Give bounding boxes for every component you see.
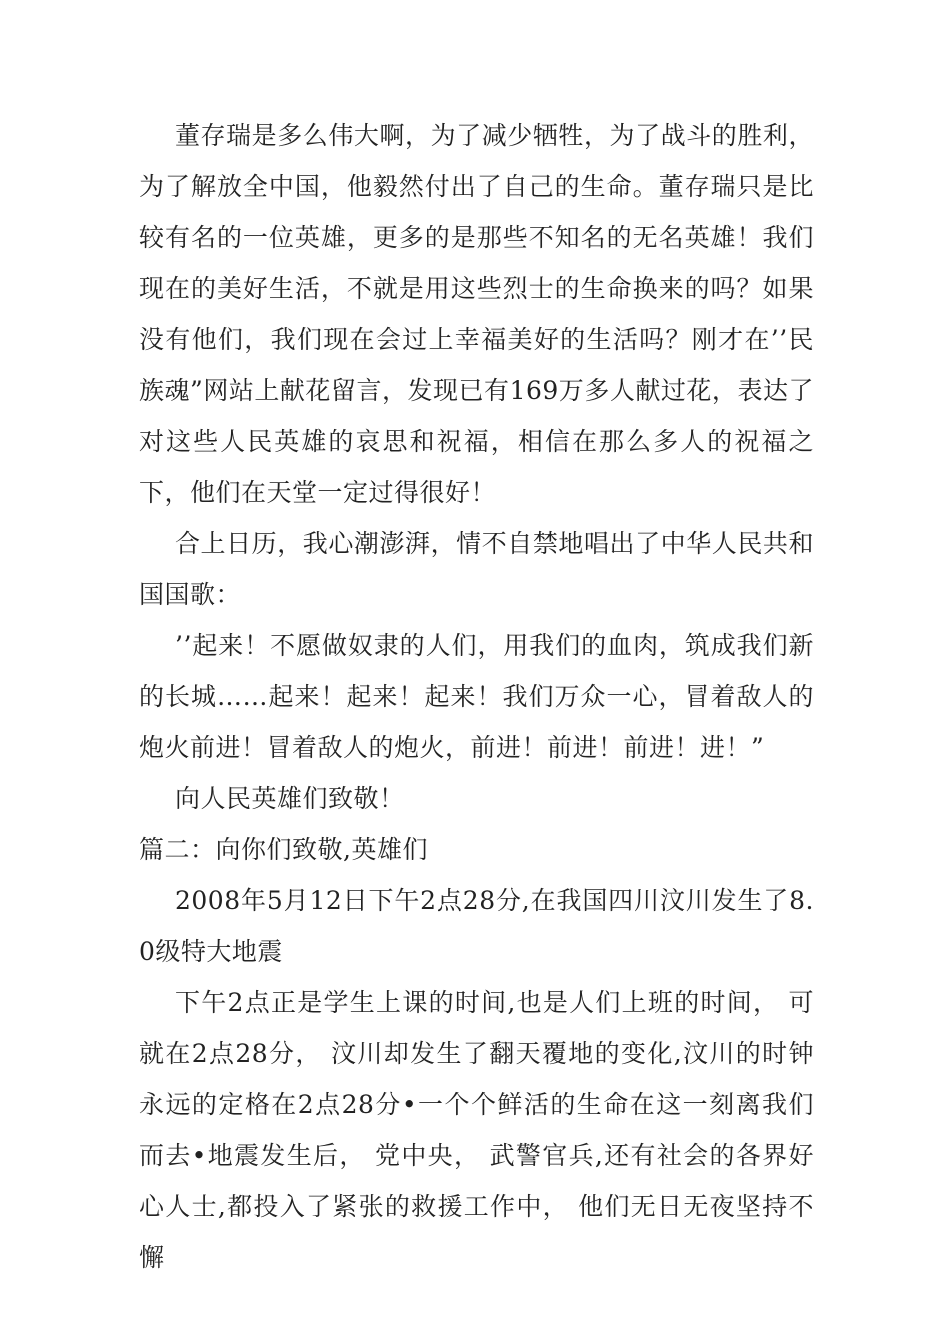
paragraph-salute-heroes: 向人民英雄们致敬！ bbox=[175, 784, 405, 813]
document-body bbox=[139, 110, 814, 1283]
section-heading: 篇二：向你们致敬,英雄们 bbox=[139, 835, 428, 864]
paragraph-earthquake-rescue: 下午2点正是学生上课的时间,也是人们上班的时间， 可就在2点28分， 汶川却发生了翻天覆地的变化,汶川的时钟永远的定格在2点28分•一个个鲜活的生命在这一刻离我们而去•地震发生后， 党中央， 武警官兵,还有社会的各界好心人士,都投入了紧张的救援工作中， 他们无日无夜坚持不懈 bbox=[139, 988, 814, 1272]
paragraph-dong-cunrui: 董存瑞是多么伟大啊，为了减少牺牲，为了战斗的胜利，为了解放全中国，他毅然付出了自己的生命。董存瑞只是比较有名的一位英雄，更多的是那些不知名的无名英雄！我们现在的美好生活，不就是用这些烈士的生命换来的吗？如果没有他们，我们现在会过上幸福美好的生活吗？刚才在’’民族魂”网站上献花留言，发现已有169万多人献过花，表达了对这些人民英雄的哀思和祝福，相信在那么多人的祝福之下，他们在天堂一定过得很好！ bbox=[139, 121, 814, 507]
paragraph-earthquake-date: 2008年5月12日下午2点28分,在我国四川汶川发生了8.0级特大地震 bbox=[139, 886, 814, 966]
paragraph-national-anthem: ’’起来！不愿做奴隶的人们，用我们的血肉，筑成我们新的长城……起来！起来！起来！我们万众一心，冒着敌人的炮火前进！冒着敌人的炮火，前进！前进！前进！进！” bbox=[139, 631, 814, 762]
paragraph-close-calendar: 合上日历，我心潮澎湃，情不自禁地唱出了中华人民共和国国歌： bbox=[139, 529, 814, 609]
